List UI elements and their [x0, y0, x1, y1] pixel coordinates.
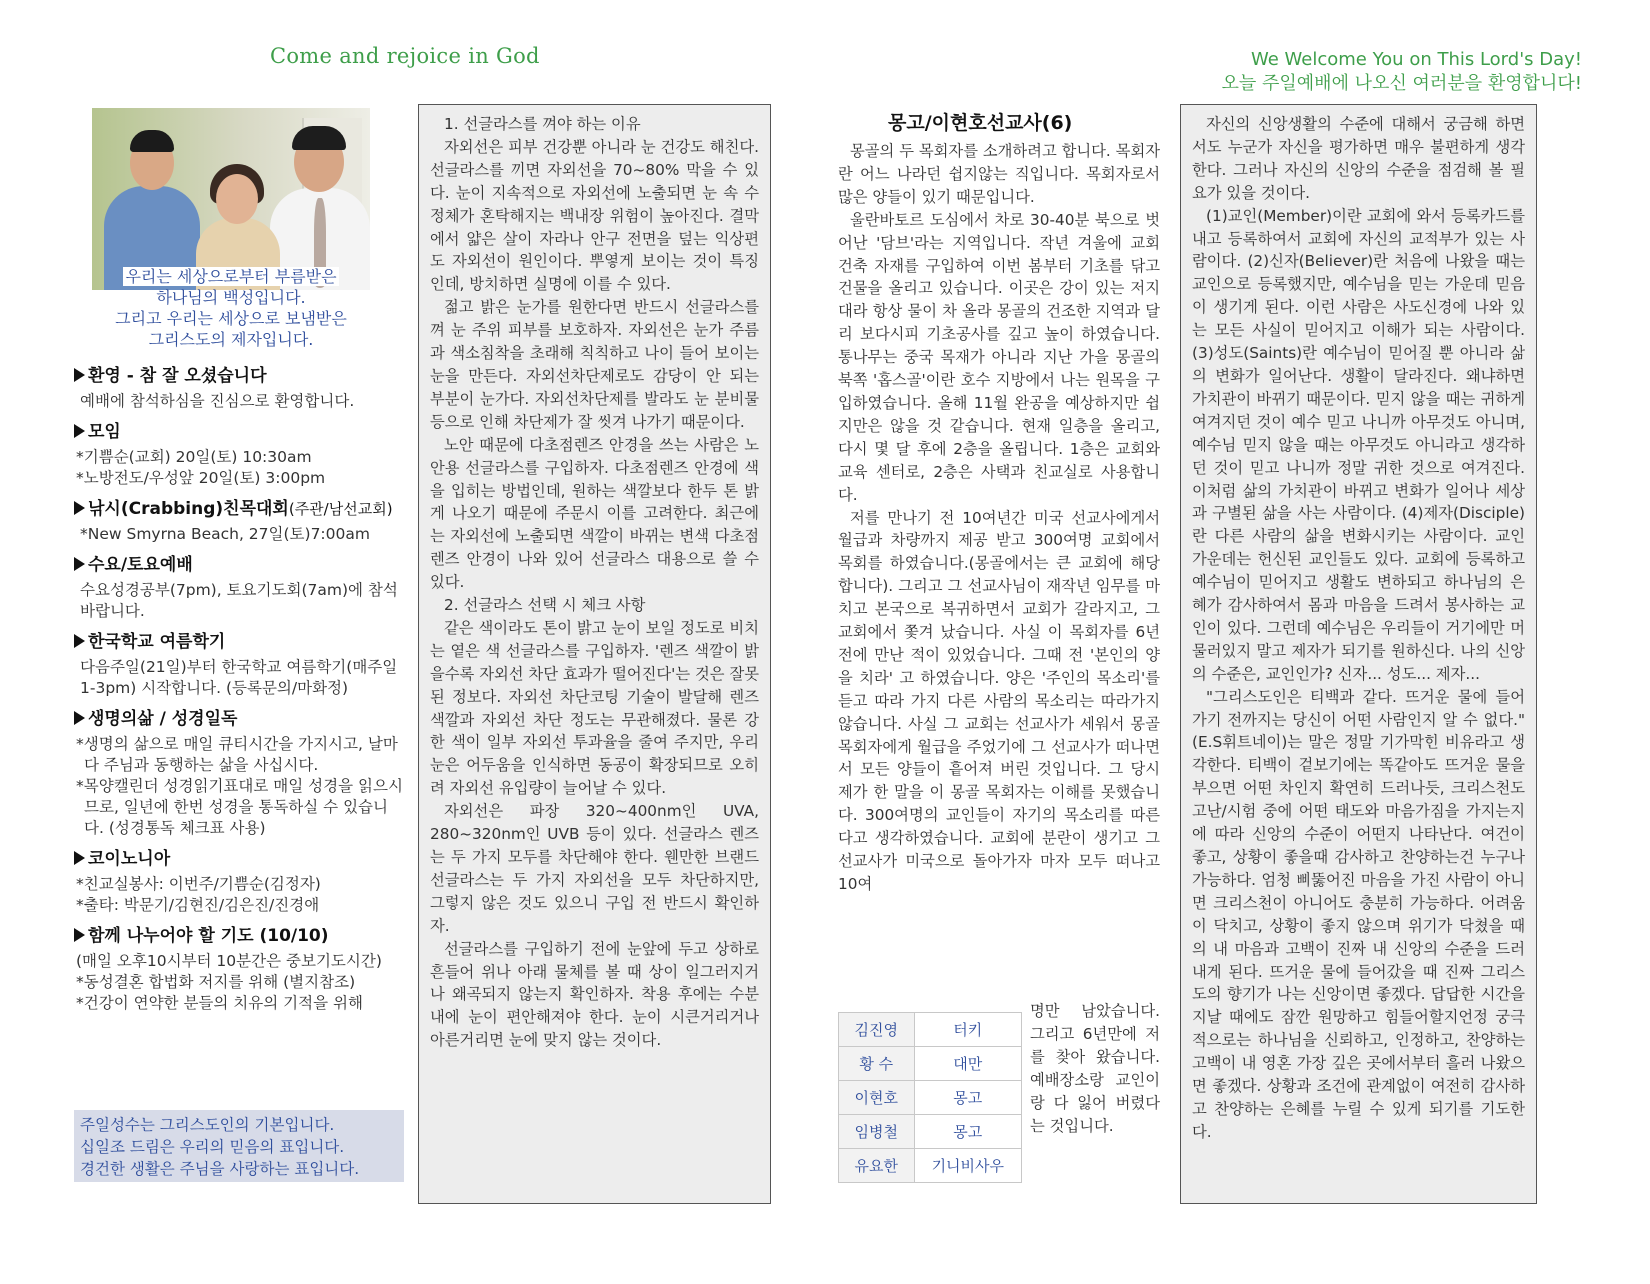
motto-line-3: 경건한 생활은 주님을 사랑하는 표입니다. [80, 1160, 360, 1178]
article-paragraph: 자외선은 파장 320~400nm인 UVA, 280~320nm인 UVB 등이 있다. 선글라스 렌즈는 두 가지 모두를 차단해야 한다. 웬만한 브랜드 선글라스는 두 가지 자외선을 모두 차단하지만, 그렇지 않은 것도 있으니 구입 전 반드시 확인하자. [430, 802, 759, 935]
section-title-korean-school: 한국학교 여름학기 [74, 632, 404, 653]
article-paragraph: 젊고 밝은 눈가를 원한다면 반드시 선글라스를 껴 눈 주위 피부를 보호하자. 자외선은 눈가 주름과 색소침착을 초래해 칙칙하고 나이 들어 보이는 눈을 만든다. 자외선차단제로도 감당이 안 되는 부분이 눈가다. 자외선차단제를 발라도 눈 분비물 등으로 인해 차단제가 잘 씻겨 나가기 때문이다. [430, 298, 759, 431]
photo-caption [92, 266, 370, 350]
section-title-gathering: 모임 [74, 422, 404, 443]
triangle-arrow-icon [74, 851, 85, 865]
missionary-title: 몽고/이현호선교사(6) [888, 112, 1073, 134]
section-title-worship: 수요/토요예배 [74, 555, 404, 576]
article-paragraph: 자외선은 피부 건강뿐 아니라 눈 건강도 해친다. 선글라스를 끼면 자외선을 70~80% 막을 수 있다. 눈이 지속적으로 자외선에 노출되면 눈 속 수정체가 혼탁해지는 백내장 위험이 높아진다. 결막에서 얇은 살이 자라나 안구 전면을 덮는 익상편도 자외선이 원인이다. 뿌옇게 보이는 것이 특징인데, 방치하면 실명에 이를 수 있다. [430, 137, 759, 294]
triangle-arrow-icon [74, 928, 85, 942]
section-title-welcome: 환영 - 참 잘 오셨습니다 [74, 366, 404, 387]
section-title-fishing: 낚시(Crabbing)친목대회(주관/남선교회) [74, 499, 404, 520]
korean-school-text: 다음주일(21일)부터 한국학교 여름학기(매주일1-3pm) 시작합니다. (등록문의/마화정) [80, 658, 398, 697]
prayer-item: (매일 오후10시부터 10분간은 중보기도시간) [76, 952, 382, 970]
missionary-country: 기니비사우 [914, 1149, 1021, 1183]
welcome-text: 예배에 참석하심을 진심으로 환영합니다. [80, 392, 355, 410]
life-item: *목양캘린더 성경읽기표대로 매일 성경을 읽으시므로, 일년에 한번 성경을 통독하실 수 있습니다. (성경통독 체크표 사용) [76, 777, 403, 837]
prayer-item: *동성결혼 합법화 저지를 위해 (별지참조) [76, 973, 356, 991]
article-paragraph: 2. 선글라스 선택 시 체크 사항 [444, 596, 646, 615]
fishing-host-note: (주관/남선교회) [288, 500, 393, 518]
caption-line-2: 하나님의 백성입니다. [156, 288, 306, 307]
announcements-column [74, 366, 404, 1014]
gathering-item: *노방전도/우성앞 20일(토) 3:00pm [76, 469, 326, 487]
table-row [839, 1047, 1022, 1081]
sunglasses-article [418, 104, 771, 1204]
triangle-arrow-icon [74, 368, 85, 382]
table-row [839, 1115, 1022, 1149]
triangle-arrow-icon [74, 424, 85, 438]
section-title-koinonia: 코이노니아 [74, 849, 404, 870]
missionary-article [838, 140, 1160, 896]
missionary-name: 황 수 [839, 1047, 915, 1081]
missionary-country: 몽고 [914, 1081, 1021, 1115]
koinonia-item: *친교실봉사: 이번주/기쁨순(김정자) [76, 875, 321, 893]
welcome-english: We Welcome You on This Lord's Day! [1250, 49, 1582, 70]
caption-line-1: 우리는 세상으로부터 부름받은 [125, 267, 337, 286]
article-paragraph: 노안 때문에 다초점렌즈 안경을 쓰는 사람은 노안용 선글라스를 구입하자. 다초점렌즈 안경에 색을 입히는 방법인데, 원하는 색깔보다 한두 톤 밝게 나오기 때문에 주문시 이를 고려한다. 최근에는 자외선에 노출되면 색깔이 바뀌는 변색 다초점렌즈 안경이 나와 있어 선글라스 대용으로 쓸 수 있다. [430, 435, 759, 592]
motto-line-2: 십일조 드림은 우리의 믿음의 표입니다. [80, 1138, 345, 1156]
missionary-country: 몽고 [914, 1115, 1021, 1149]
welcome-korean: 오늘 주일예배에 나오신 여러분을 환영합니다! [1221, 73, 1582, 94]
triangle-arrow-icon [74, 501, 85, 515]
triangle-arrow-icon [74, 634, 85, 648]
caption-line-3: 그리고 우리는 세상으로 보냄받은 [115, 309, 347, 328]
article-paragraph: 울란바토르 도심에서 차로 30-40분 북으로 벗어난 '담브'라는 지역입니다. 작년 겨울에 교회 건축 자재를 구입하여 이번 봄부터 기초를 닦고 건물을 올리고 있습니다. 이곳은 강이 있는 저지대라 항상 물이 차 올라 몽골의 건조한 지역과 달리 보다시피 기초공사를 깊고 높이 하였습니다. 통나무는 중국 목재가 아니라 지난 가을 몽골의 북쪽 '홉스골'이란 호수 지방에서 나는 원목을 구입하였습니다. 올해 11월 완공을 예상하지만 쉽지만은 않을 것 같습니다. 현재 일층을 올리고, 다시 몇 달 후에 2층을 올립니다. 1층은 교회와 교육 센터로, 2층은 사택과 친교실로 사용합니다. [838, 210, 1160, 504]
triangle-arrow-icon [74, 557, 85, 571]
article-paragraph: 자신의 신앙생활의 수준에 대해서 궁금해 하면서도 누군가 자신을 평가하면 매우 불편하게 생각한다. 그러나 자신의 신앙의 수준을 점검해 볼 필요가 있을 것이다. [1192, 115, 1525, 202]
caption-line-4: 그리스도의 제자입니다. [148, 330, 314, 349]
missionary-table [838, 1012, 1022, 1183]
worship-text: 수요성경공부(7pm), 토요기도회(7am)에 참석바랍니다. [80, 581, 398, 620]
missionary-name: 임병철 [839, 1115, 915, 1149]
missionary-country: 터키 [914, 1013, 1021, 1047]
right-header [1062, 48, 1582, 96]
table-row [839, 1149, 1022, 1183]
missionary-name: 김진영 [839, 1013, 915, 1047]
gathering-item: *기쁨순(교회) 20일(토) 10:30am [76, 448, 312, 466]
prayer-item: *건강이 연약한 분들의 치유의 기적을 위해 [76, 994, 363, 1012]
faith-level-article [1180, 104, 1537, 1204]
article-paragraph: "그리스도인은 티백과 같다. 뜨거운 물에 들어 가기 전까지는 당신이 어떤 사람인지 알 수 없다."(E.S휘트네이)는 말은 정말 기가막힌 비유라고 생각한다. 티백이 겉보기에는 똑같아도 뜨거운 물을 부으면 어떤 차인지 확연히 드러나듯, 크리스천도 고난/시험 중에 어떤 태도와 마음가짐을 가지는지에 따라 신앙의 수준이 어떤지 나타난다. 여건이 좋고, 상황이 좋을때 감사하고 찬양하는건 누구나 가능하다. 엄청 삐뚫어진 마음을 가진 사람이 아니면 크리스천이 아니어도 충분히 가능하다. 어려움이 닥치고, 상황이 좋지 않으며 위기가 닥쳤을 때의 내 마음과 고백이 진짜 내 신앙의 수준을 드러내게 된다. 뜨거운 물에 들어갔을 때 진짜 그리스도의 향기가 나는 신앙이면 좋겠다. 답답한 시간을 지날 때에도 잠깐 원망하고 힘들어할지언정 궁극적으로는 하나님을 신뢰하고, 인정하고, 찬양하는 고백이 내 영혼 가장 깊은 곳에서부터 흘러 나왔으면 좋겠다. 상황과 조건에 관계없이 여전히 감사하고 찬양하는 은혜를 누릴 수 있게 되기를 기도한다. [1192, 687, 1525, 1141]
missionary-country: 대만 [914, 1047, 1021, 1081]
article-paragraph: 같은 색이라도 톤이 밝고 눈이 보일 정도로 비치는 옅은 색 선글라스를 구입하자. '렌즈 색깔이 밝을수록 자외선 차단 효과가 떨어진다'는 것은 잘못된 정보다. 자외선 차단코팅 기술이 발달해 렌즈 색깔과 자외선 차단 정도는 무관해졌다. 물론 강한 색이 일부 자외선 투과율을 줄여 주지만, 우리 눈은 어두움을 인식하면 동공이 확장되므로 오히려 자외선 유입량이 늘어날 수 있다. [430, 618, 759, 798]
missionary-name: 유요한 [839, 1149, 915, 1183]
pastor-family-photo [92, 108, 370, 290]
article-paragraph: (1)교인(Member)이란 교회에 와서 등록카드를 내고 등록하여서 교회에 자신의 교적부가 있는 사람이다. (2)신자(Believer)란 처음에 나왔을 때는 교인으로 등록했지만, 예수님을 믿는 가운데 믿음이 생기게 된다. 이런 사람은 사도신경에 나와 있는 모든 사실이 믿어지고 이해가 되는 사람이다. (3)성도(Saints)란 예수님이 믿어질 뿐 아니라 삶의 변화가 일어난다. 생활이 달라진다. 왜냐하면 가치관이 바뀌기 때문이다. 믿지 않을 때는 귀하게 여겨지던 것이 예수 믿고 나니까 아무것도 아니며, 예수님 믿지 않을 때는 아무것도 아니라고 생각하던 것이 믿고 나니까 정말 귀한 것으로 여겨진다. 이처럼 삶의 가치관이 바뀌고 변화가 일어나 세상과 구별된 삶을 사는 사람이다. (4)제자(Disciple)란 다른 사람의 삶을 변화시키는 사람이다. 교인 가운데는 헌신된 교인들도 있다. 교회에 등록하고 예수님이 믿어지고 생활도 변하되고 하나님의 은혜가 감사하여서 몸과 마음을 드려서 봉사하는 교인이 있다. 그런데 예수님은 우리들이 거기에만 머물러있지 말고 제자가 되기를 원하신다. 나의 신앙의 수준은, 교인인가? 신자... 성도... 제자... [1192, 206, 1525, 683]
article-paragraph: 1. 선글라스를 껴야 하는 이유 [444, 115, 641, 133]
motto-box [74, 1110, 404, 1182]
fishing-text: *New Smyrna Beach, 27일(토)7:00am [80, 525, 370, 543]
section-title-prayer: 함께 나누어야 할 기도 (10/10) [74, 926, 404, 947]
article-paragraph: 몽골의 두 목회자를 소개하려고 합니다. 목회자란 어느 나라던 쉽지않는 직입니다. 목회자로서 많은 양들이 있기 때문입니다. [838, 142, 1160, 206]
article-paragraph: 저를 만나기 전 10여년간 미국 선교사에게서 월급과 차량까지 제공 받고 300여명 교회에서 목회를 하였습니다.(몽골에서는 큰 교회에 해당합니다). 그리고 그 선교사님이 재작년 임무를 마치고 본국으로 복귀하면서 교회가 갈라지고, 그 교회에서 쫓겨 났습니다. 사실 이 목회자를 6년 전에 만난 적이 있었습니다. 그때 전 '본인의 양을 치라' 고 하였습니다. 양은 '주인의 목소리'를 듣고 따라 가지 다른 사람의 목소리는 따라가지 않습니다. 사실 그 교회는 선교사가 세워서 몽골 목회자에게 월급을 주었기에 그 선교사가 떠나면서 모든 양들이 흩어져 버린 것입니다. 그 당시 제가 한 말을 이 몽골 목회자는 이해를 못했습니다. 300여명의 교인들이 자기의 목소리를 따른다고 생각하였습니다. 교회에 분란이 생기고 그 선교사가 미국으로 돌아가자 마자 모두 떠나고 10여 [838, 508, 1160, 893]
triangle-arrow-icon [74, 711, 85, 725]
table-row [839, 1081, 1022, 1115]
motto-line-1: 주일성수는 그리스도인의 기본입니다. [80, 1116, 335, 1134]
table-row [839, 1013, 1022, 1047]
missionary-name: 이현호 [839, 1081, 915, 1115]
left-header-tagline: Come and rejoice in God [270, 44, 540, 68]
life-item: *생명의 삶으로 매일 큐티시간을 가지시고, 날마다 주님과 동행하는 삶을 사십시다. [76, 735, 398, 774]
article-paragraph: 선글라스를 구입하기 전에 눈앞에 두고 상하로 흔들어 위나 아래 물체를 볼 때 상이 일그러지거나 왜곡되지 않는지 확인하자. 착용 후에는 수분 내에 눈이 편안해져야 한다. 눈이 시큰거리거나 아른거리면 눈에 맞지 않는 것이다. [430, 939, 759, 1050]
section-title-life: 생명의삶 / 성경일독 [74, 709, 404, 730]
missionary-article-tail: 명만 남았습니다. 그리고 6년만에 저를 찾아 왔습니다. 예배장소랑 교인이랑 다 잃어 버렸다는 것입니다. [1030, 1002, 1160, 1135]
koinonia-item: *출타: 박문기/김현진/김은진/진경애 [76, 896, 320, 914]
